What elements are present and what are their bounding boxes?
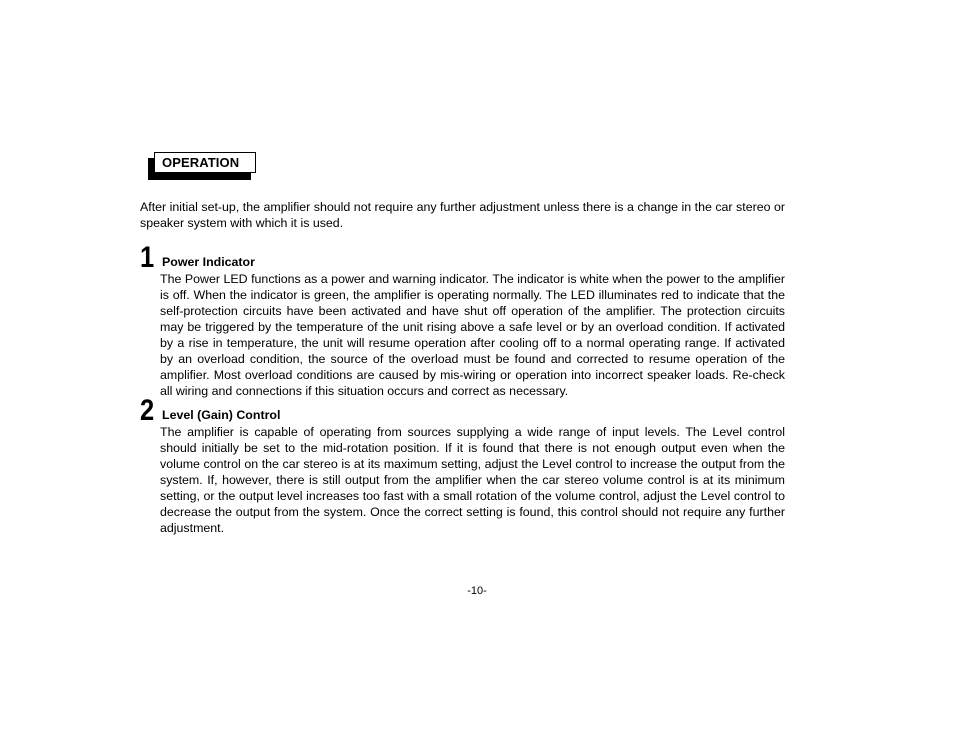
item-number: 1: [140, 241, 155, 274]
item-title: Power Indicator: [162, 255, 255, 269]
section-title: OPERATION: [154, 152, 256, 173]
item-body: The amplifier is capable of operating from sources supplying a wide range of input levels. The Level control should initially be set to the mid-rotation position. If it is found that there is not enough output even when the volume control on the car stereo is at its maximum setting, adjust the Level control to increase the output from the system. If, however, there is still output from the amplifier when the car stereo volume control is at its minimum setting, or the output level increases too fast with a small rotation of the volume control, adjust the Level control to decrease the output from the system. Once the correct setting is found, this control should not require any further adjustment.: [160, 425, 785, 535]
intro-paragraph: After initial set-up, the amplifier should not require any further adjustment unless there is a change in the car stereo or speaker system with which it is used.: [140, 200, 785, 230]
item-body: The Power LED functions as a power and warning indicator. The indicator is white when the power to the amplifier is off. When the indicator is green, the amplifier is operating normally. The LED illuminates red to indicate that the self-protection circuits have been activated and have shut off operation of the amplifier. The protection circuits may be triggered by the temperature of the unit rising above a safe level or by an overload condition. If activated by a rise in temperature, the unit will resume operation after cooling off to a normal operating range. If activated by an overload condition, the source of the overload must be found and corrected to resume operation of the amplifier. Most overload conditions are caused by mis-wiring or operation into incorrect speaker loads. Re-check all wiring and connections if this situation occurs and correct as necessary.: [160, 272, 785, 398]
item-number: 2: [140, 394, 155, 427]
section-header: [148, 152, 258, 180]
item-title: Level (Gain) Control: [162, 408, 281, 422]
page-number: -10-: [467, 585, 487, 597]
